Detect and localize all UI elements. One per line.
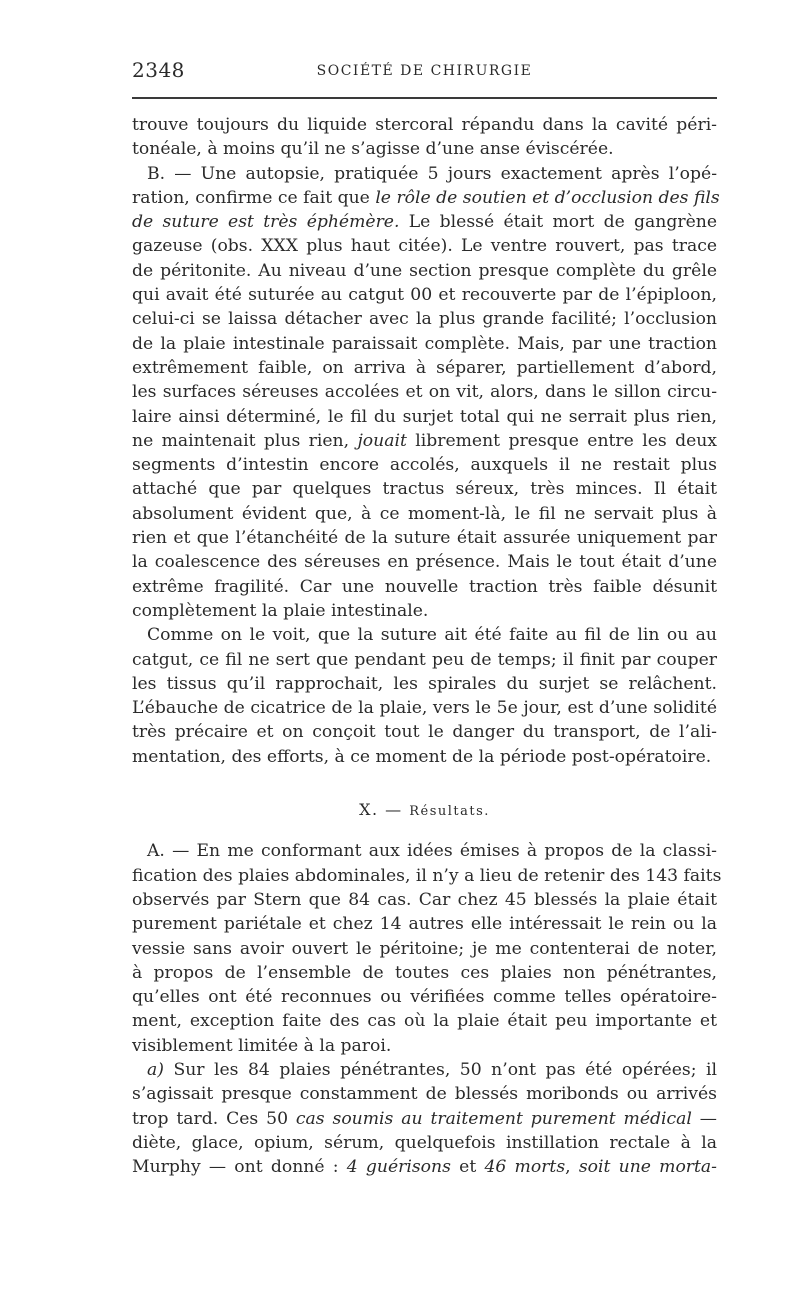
section-heading: [132, 793, 717, 827]
text-line: celui-ci se laissa détacher avec la plus grande facilité; l’occlusion: [132, 309, 717, 330]
text-run: Le blessé était mort de gangrène: [399, 212, 717, 233]
text-line: les surfaces séreuses accolées et on vit, alors, dans le sillon circu-: [132, 382, 717, 403]
emphasis-run: cas soumis au traitement purement médical: [295, 1108, 692, 1129]
text-run: ,: [565, 1157, 579, 1178]
paragraph-3: [132, 623, 717, 769]
text-run: Sur les 84 plaies pénétrantes, 50 n’ont pas été opérées; il: [163, 1059, 717, 1080]
text-line: à propos de l’ensemble de toutes ces plaies non pénétrantes,: [132, 962, 717, 983]
text-line: segments d’intestin encore accolés, auxquels il ne restait plus: [132, 455, 717, 476]
text-run: trop tard. Ces 50: [132, 1108, 296, 1129]
text-line: fication des plaies abdominales, il n’y a lieu de retenir des 143 faits: [132, 865, 722, 886]
text-line: la coalescence des séreuses en présence. Mais le tout était d’une: [132, 552, 717, 573]
spacer: [132, 827, 717, 839]
text-line: de péritonite. Au niveau d’une section presque complète du grêle: [132, 260, 717, 281]
text-line: [132, 429, 717, 453]
text-line: ment, exception faite des cas où la plaie était peu importante et: [132, 1011, 717, 1032]
page-header: [132, 58, 717, 88]
emphasis-run: soit une morta-: [578, 1157, 717, 1178]
text-line: [132, 1107, 717, 1131]
text-line: Comme on le voit, que la suture ait été faite au fil de lin ou au: [147, 625, 717, 646]
text-line: s’agissait presque constamment de blessés moribonds ou arrivés: [132, 1084, 717, 1105]
text-line: rien et que l’étanchéité de la suture était assurée uniquement par: [132, 528, 717, 549]
text-line: extrêmement faible, on arriva à séparer, partiellement d’abord,: [132, 357, 717, 378]
emphasis-run: de suture est très éphémère.: [132, 212, 400, 233]
emphasis-run: le rôle de soutien et d’occlusion des fils: [375, 187, 720, 208]
page-number: 2348: [132, 58, 185, 82]
paragraph-1: [132, 113, 717, 162]
text-line: mentation, des efforts, à ce moment de la période post-opératoire.: [132, 746, 712, 767]
text-line: attaché que par quelques tractus séreux, très minces. Il était: [132, 479, 717, 500]
text-line: [132, 186, 720, 210]
text-line: les tissus qu’il rapprochait, les spirales du surjet se relâchent.: [132, 673, 717, 694]
text-line: de la plaie intestinale paraissait complète. Mais, par une traction: [132, 333, 717, 354]
emphasis-run: 46 morts: [484, 1157, 566, 1178]
text-line: absolument évident que, à ce moment-là, le fil ne servait plus à: [132, 503, 717, 524]
text-line: visiblement limitée à la paroi.: [132, 1035, 392, 1056]
text-run: ne maintenait plus rien,: [132, 430, 358, 451]
text-line: catgut, ce fil ne sert que pendant peu de temps; il finit par couper: [132, 649, 717, 670]
text-line: extrême fragilité. Car une nouvelle traction très faible désunit: [132, 576, 717, 597]
paragraph-2: [132, 162, 720, 624]
text-line: vessie sans avoir ouvert le péritoine; je me contenterai de noter,: [132, 938, 717, 959]
text-run: ration, confirme ce fait que: [132, 187, 376, 208]
text-line: tonéale, à moins qu’il ne s’agisse d’une anse éviscérée.: [132, 139, 614, 160]
header-rule: [132, 97, 717, 99]
text-line: B. — Une autopsie, pratiquée 5 jours exactement après l’opé-: [147, 163, 717, 184]
text-line: complètement la plaie intestinale.: [132, 600, 429, 621]
running-head: SOCIÉTÉ DE CHIRURGIE: [316, 63, 533, 79]
text-line: A. — En me conformant aux idées émises à propos de la classi-: [147, 841, 717, 862]
emphasis-run: a): [147, 1059, 164, 1080]
text-line: très précaire et on conçoit tout le danger du transport, de l’ali-: [132, 722, 717, 743]
text-line: trouve toujours du liquide stercoral répandu dans la cavité péri-: [132, 115, 717, 135]
section-title: Résultats.: [409, 804, 490, 820]
text-run: —: [691, 1108, 717, 1129]
text-line: [132, 1155, 717, 1179]
spacer: [132, 769, 717, 793]
text-line: qu’elles ont été reconnues ou vérifiées comme telles opératoire-: [132, 987, 717, 1008]
emphasis-run: jouait: [357, 430, 407, 451]
text-line: qui avait été suturée au catgut 00 et recouverte par de l’épiploon,: [132, 285, 717, 306]
text-line: laire ainsi déterminé, le fil du surjet total qui ne serrait plus rien,: [132, 406, 717, 427]
section-number: X. —: [359, 800, 410, 820]
text-line: [132, 1058, 717, 1082]
text-line: observés par Stern que 84 cas. Car chez 45 blessés la plaie était: [132, 889, 717, 910]
text-line: diète, glace, opium, sérum, quelquefois instillation rectale à la: [132, 1132, 717, 1153]
paragraph-5: [132, 1058, 717, 1179]
text-line: [132, 210, 717, 234]
text-run: librement presque entre les deux: [406, 430, 718, 451]
text-run: et: [450, 1157, 485, 1178]
text-line: purement pariétale et chez 14 autres elle intéressait le rein ou la: [132, 914, 717, 935]
body-text: [132, 113, 722, 1179]
paragraph-4: [132, 839, 722, 1058]
text-run: Murphy — ont donné :: [132, 1157, 347, 1178]
text-line: gazeuse (obs. XXX plus haut citée). Le ventre rouvert, pas trace: [132, 236, 717, 257]
emphasis-run: 4 guérisons: [346, 1157, 451, 1178]
text-line: L’ébauche de cicatrice de la plaie, vers le 5e jour, est d’une solidité: [132, 698, 717, 719]
